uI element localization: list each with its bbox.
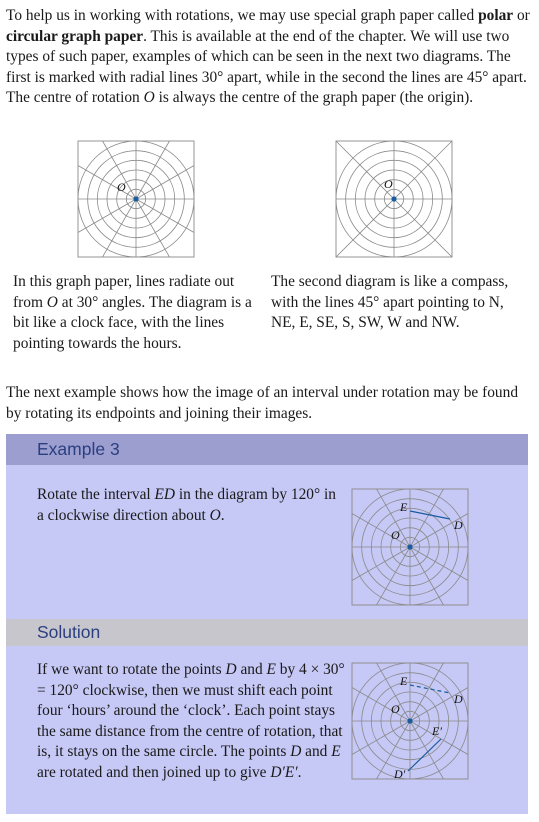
solution-e: E — [331, 743, 341, 761]
grid-radial-line — [352, 688, 410, 721]
grid-radial-line — [377, 547, 410, 605]
intro-text: . This is available at the end of the chapter. We will use two types of such paper, examples of which can be seen in the next two diagrams. The first is marked with radial lines 30° apart, while in the second the lines are 45° apart. The centre of rotation — [6, 27, 527, 107]
solution-header: Solution — [6, 619, 528, 646]
grid-radial-line — [103, 199, 136, 257]
grid-radial-line — [352, 514, 410, 547]
solution-text — [37, 660, 347, 784]
caption2-text: The second diagram is like a compass, with the lines 45° apart pointing to N, NE, E, SE, S, SW, W and NW. — [271, 273, 509, 332]
grid-radial-line — [78, 199, 136, 232]
grid-radial-line — [410, 489, 443, 547]
example-label-d: D — [454, 518, 463, 532]
centre-point — [407, 544, 412, 549]
example-label-o: O — [391, 528, 400, 542]
solution-text-part: If we want to rotate the points — [37, 661, 226, 678]
intro-o: O — [143, 89, 155, 107]
intro-paragraph — [6, 6, 531, 109]
caption1-o: O — [46, 293, 58, 311]
grid-radial-line — [136, 166, 194, 199]
solution-text-part: by 4 × 30° = 120° clockwise, then we must shift each point four ‘hours’ around the ‘clock’. Each point stays the same distance from the centre of rotation, that is, it stays on the same circle. The points — [37, 661, 345, 761]
centre-point — [391, 196, 396, 201]
polar-30-diagram — [76, 139, 196, 259]
grid-radial-line — [336, 199, 394, 257]
polar-45-diagram — [334, 139, 454, 259]
solution-label-o: O — [391, 702, 400, 716]
caption1-text: In this graph paper, lines radiate out from — [13, 273, 235, 311]
caption1-text: at 30° angles. The diagram is a bit like a clock face, with the lines pointing towards the hours. — [13, 293, 252, 352]
example-o: O — [209, 506, 221, 524]
grid-radial-line — [394, 141, 452, 199]
solution-label-eprime: E′ — [432, 724, 442, 738]
grid-radial-line — [394, 199, 452, 257]
grid-radial-line — [136, 199, 169, 257]
solution-text-part: . — [297, 763, 302, 781]
intro-text: To help us in working with rotations, we may use special graph paper called — [6, 7, 479, 24]
term-circular-graph-paper: circular graph paper — [6, 27, 144, 45]
centre-point — [133, 196, 138, 201]
example-diagram — [350, 487, 470, 607]
caption-45-degree — [271, 272, 516, 334]
solution-text-part: and — [236, 661, 267, 678]
solution-d: D — [225, 661, 237, 678]
solution-dprime-eprime: D′E′ — [270, 763, 298, 781]
example-label-e: E — [400, 500, 408, 514]
example-text-part: in the diagram by 120° in a clockwise direction about — [37, 486, 336, 524]
grid-radial-line — [410, 547, 443, 605]
diagram2-label-o: O — [384, 177, 393, 191]
solution-label-dprime: D′ — [394, 767, 406, 781]
diagram1-label-o: O — [117, 180, 126, 194]
example-header: Example 3 — [6, 434, 528, 465]
example-text — [37, 485, 337, 526]
intro-text: is always the centre of the graph paper (the origin). — [154, 89, 474, 107]
example-text-part: . — [220, 506, 225, 524]
solution-d: D — [290, 743, 302, 761]
solution-label-d: D — [454, 692, 463, 706]
grid-radial-line — [410, 663, 443, 721]
intro-text: or — [513, 7, 530, 24]
example-text-part: Rotate the interval — [37, 486, 155, 503]
example-ed: ED — [154, 486, 176, 503]
grid-radial-line — [136, 199, 194, 232]
grid-radial-line — [352, 721, 410, 754]
grid-radial-line — [410, 547, 468, 580]
centre-point — [407, 718, 412, 723]
caption-30-degree — [13, 272, 258, 354]
grid-radial-line — [136, 141, 169, 199]
grid-radial-line — [352, 547, 410, 580]
solution-e: E — [266, 661, 276, 678]
grid-radial-line — [78, 166, 136, 199]
solution-text-part: are rotated and then joined up to give — [37, 763, 271, 781]
solution-label-e: E — [400, 674, 408, 688]
solution-diagram — [350, 661, 470, 781]
solution-text-part: and — [301, 743, 332, 761]
rotation-explanation-paragraph: The next example shows how the image of an interval under rotation may be found by rotating its endpoints and joining their images. — [6, 384, 519, 422]
term-polar: polar — [478, 7, 514, 24]
